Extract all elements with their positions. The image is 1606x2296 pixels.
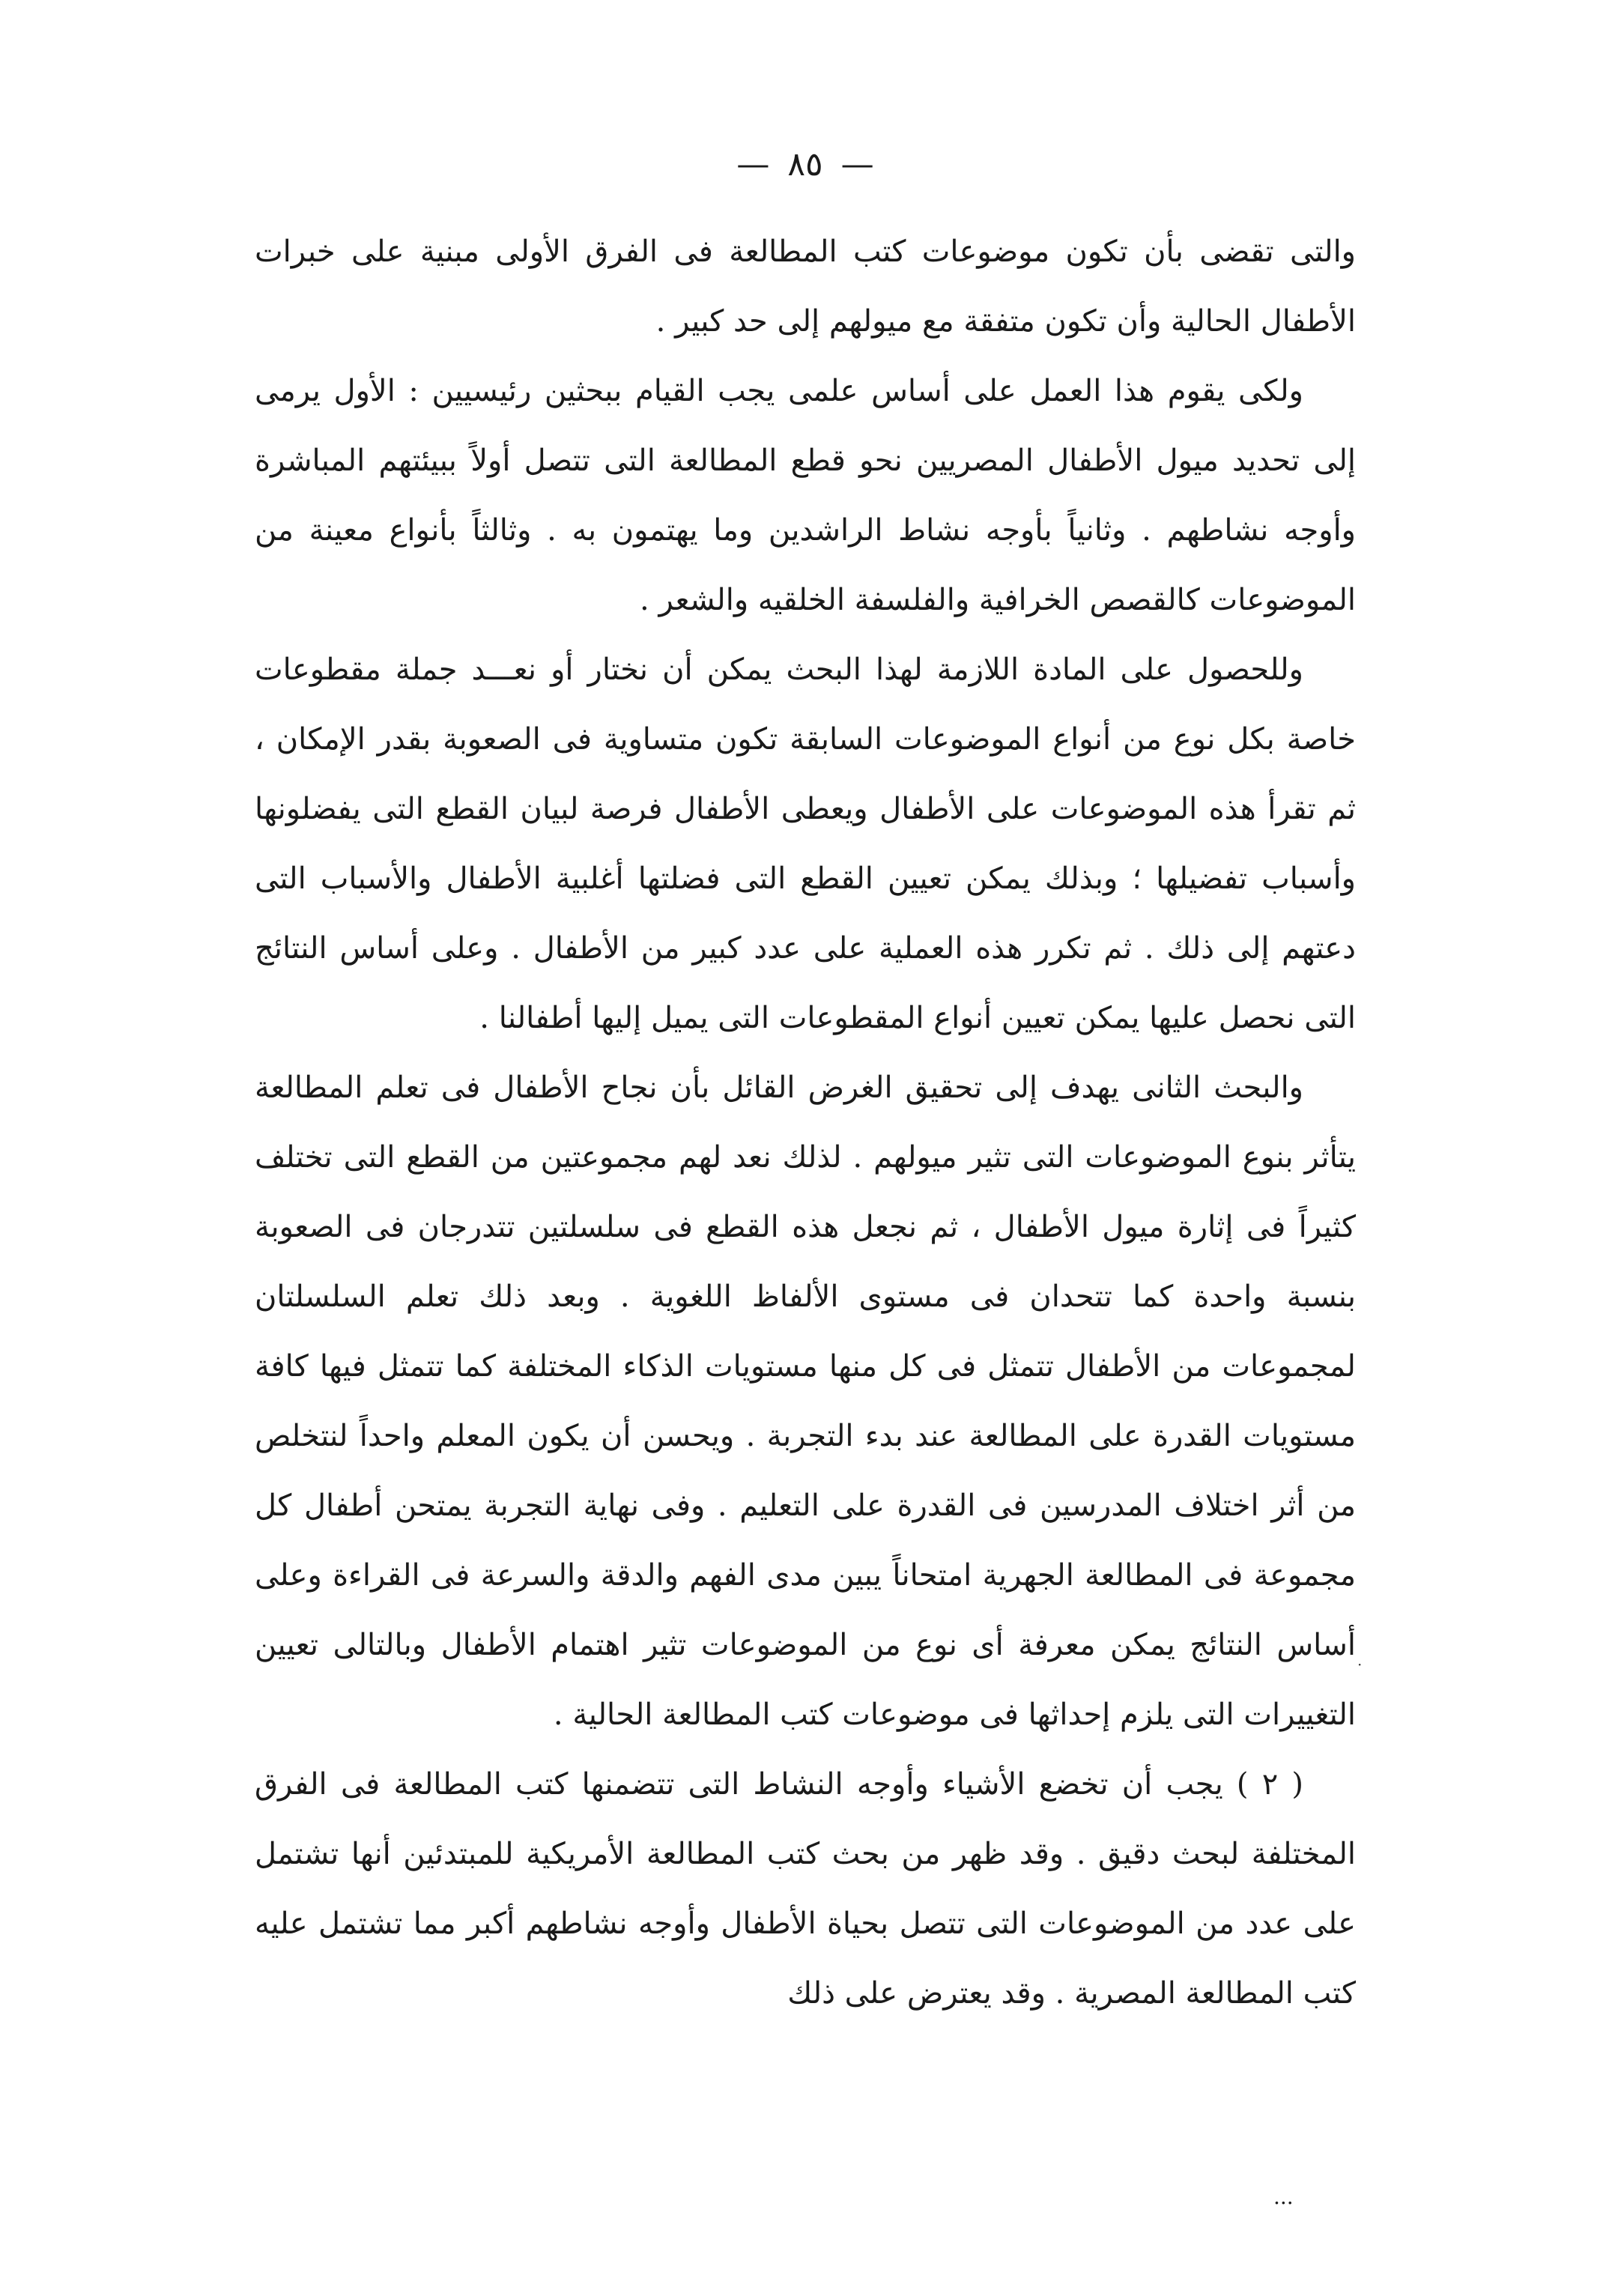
page-number-dash-left: — [840, 145, 874, 184]
paragraph: والتى تقضى بأن تكون موضوعات كتب المطالعة فى الفرق الأولى مبنية على خبرات الأطفال الحالية وأن تكون متفقة مع ميولهم إلى حد كبير . [255, 234, 1356, 339]
page-number-dash-right: — [736, 145, 770, 184]
paragraph: ( ٢ ) يجب أن تخضع الأشياء وأوجه النشاط التى تتضمنها كتب المطالعة فى الفرق المختلفة لبحث دقيق . وقد ظهر من بحث كتب المطالعة الأمريكية للمبتدئين أنها تشتمل على عدد من الموضوعات التى تتصل بحياة الأطفال وأوجه نشاطهم أكبر مما تشتمل عليه كتب المطالعة المصرية . وقد يعترض على ذلك [255, 1767, 1357, 2011]
body-text [255, 217, 1356, 2029]
paragraph: ولكى يقوم هذا العمل على أساس علمى يجب القيام ببحثين رئيسيين : الأول يرمى إلى تحديد ميول الأطفال المصريين نحو قطع المطالعة التى تتصل أولاً ببيئتهم المباشرة وأوجه نشاطهم . وثانياً بأوجه نشاط الراشدين وما يهتمون به . وثالثاً بأنواع معينة من الموضوعات كالقصص الخرافية والفلسفة الخلقيه والشعر . [255, 374, 1356, 617]
document-page [255, 142, 1356, 2240]
page-number-value: ٨٥ [787, 145, 823, 184]
page-number [255, 142, 1356, 187]
paragraph: والبحث الثانى يهدف إلى تحقيق الغرض القائل بأن نجاح الأطفال فى تعلم المطالعة يتأثر بنوع الموضوعات التى تثير ميولهم . لذلك نعد لهم مجموعتين من القطع التى تختلف كثيراً فى إثارة ميول الأطفال ، ثم نجعل هذه القطع فى سلسلتين تتدرجان فى الصعوبة بنسبة واحدة كما تتحدان فى مستوى الألفاظ اللغوية . وبعد ذلك تعلم السلسلتان لمجموعات من الأطفال تتمثل فى كل منها مستويات الذكاء المختلفة كما تتمثل فيها كافة مستويات القدرة على المطالعة عند بدء التجربة . ويحسن أن يكون المعلم واحداً لنتخلص من أثر اختلاف المدرسين فى القدرة على التعليم . وفى نهاية التجربة يمتحن أطفال كل مجموعة فى المطالعة الجهرية امتحاناً يبين مدى الفهم والدقة والسرعة فى القراءة وعلى أساس النتائج يمكن معرفة أى نوع من الموضوعات تثير اهتمام الأطفال وبالتالى تعيين التغييرات التى يلزم إحداثها فى موضوعات كتب المطالعة الحالية . [255, 1070, 1357, 1732]
margin-mark: · [1357, 1656, 1363, 1673]
footer-mark: ... [1273, 2184, 1294, 2209]
paragraph: وللحصول على المادة اللازمة لهذا البحث يمكن أن نختار أو نعـــد جملة مقطوعات خاصة بكل نوع من أنواع الموضوعات السابقة تكون متساوية فى الصعوبة بقدر الإمكان ، ثم تقرأ هذه الموضوعات على الأطفال ويعطى الأطفال فرصة لبيان القطع التى يفضلونها وأسباب تفضيلها ؛ وبذلك يمكن تعيين القطع التى فضلتها أغلبية الأطفال والأسباب التى دعتهم إلى ذلك . ثم تكرر هذه العملية على عدد كبير من الأطفال . وعلى أساس النتائج التى نحصل عليها يمكن تعيين أنواع المقطوعات التى يميل إليها أطفالنا . [255, 652, 1356, 1035]
